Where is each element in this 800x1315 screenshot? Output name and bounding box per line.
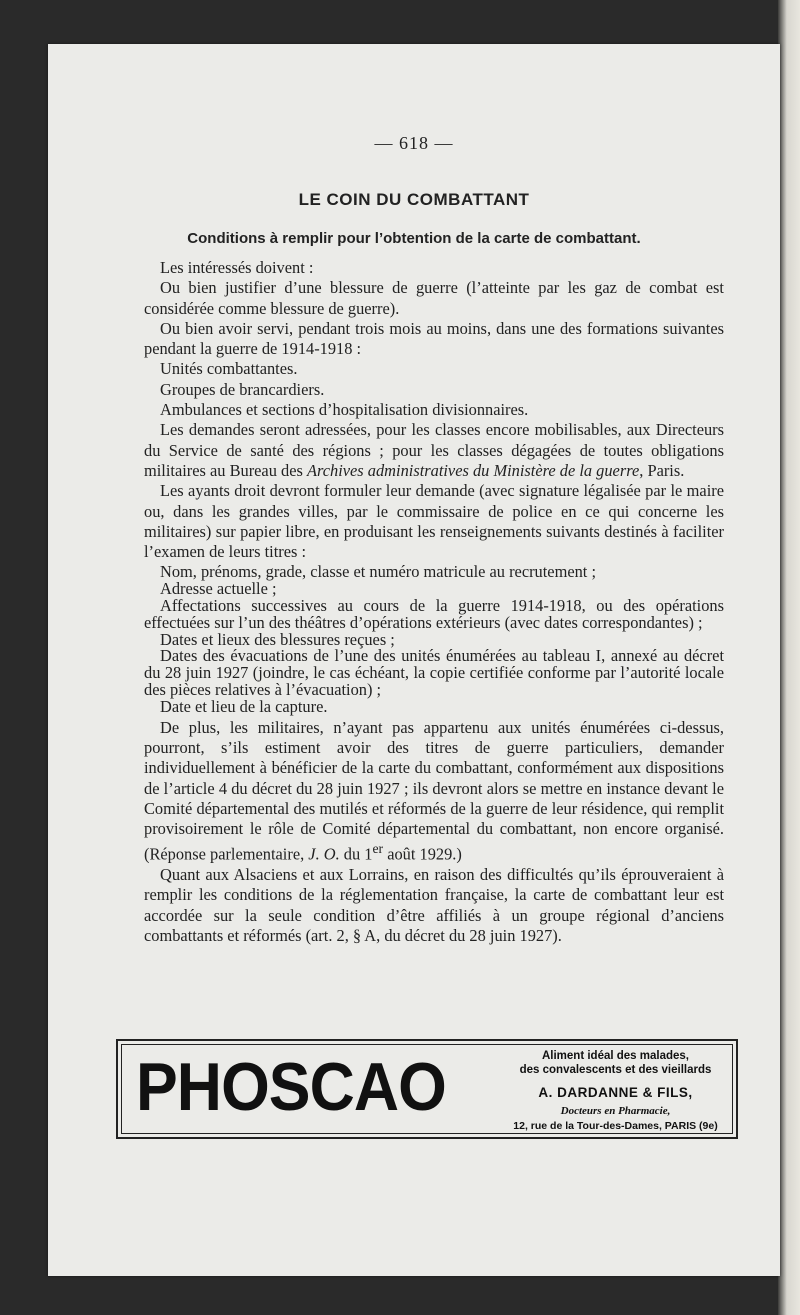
list-item: Date et lieu de la capture. (160, 696, 328, 716)
paragraph-de-plus (144, 718, 724, 866)
list-item: Dates et lieux des blessures reçues ; (160, 629, 395, 649)
ad-tagline: Aliment idéal des malades, (541, 1050, 689, 1062)
text-span: , Paris. (639, 460, 685, 480)
ad-tagline-2: des convalescents et des vieillards (519, 1064, 712, 1076)
list-item: Unités combattantes. (160, 359, 298, 379)
list-item: Affectations successives au cours de la guerre 1914-1918, ou des opérations effectuées sur l’un des théâtres d’opérations extérieurs (avec dates correspondantes) ; (144, 596, 724, 632)
document-page (48, 44, 780, 1276)
article-body (144, 258, 724, 946)
advertisement (116, 1039, 738, 1139)
list-item: Adresse actuelle ; (160, 579, 277, 599)
list-item: Nom, prénoms, grade, classe et numéro matricule au recrutement ; (160, 562, 597, 582)
ad-company: A. DARDANNE & FILS, (538, 1085, 693, 1100)
text-span: août 1929.) (383, 844, 462, 864)
text-span: De plus, les militaires, n’ayant pas appartenu aux unités énumérées ci-dessus, pourront, s’ils estiment avoir des titres de guerre particuliers, demander individuellement à bénéficier de la carte du combattant, conformément aux dispositions de l’article 4 du décret du 28 juin 1927 ; ils devront alors se mettre en instance devant le Comité départemental des mutilés et réformés de la guerre de leur résidence, qui remplit provisoirement le rôle de Comité départemental du combattant, non encore organisé. (Réponse parlementaire, (144, 717, 724, 864)
paragraph: Les intéressés doivent : (160, 258, 314, 277)
list-item: Ambulances et sections d’hospitalisation divisionnaires. (160, 400, 529, 420)
ad-brand-logo: PHOSCAO (136, 1049, 446, 1125)
superscript: er (372, 841, 384, 857)
text-span: Les demandes seront adressées, pour les classes encore mobilisables, aux Directeurs du Service de santé des régions ; pour les classes dégagées de toutes obligations militaires au Bureau des (144, 420, 724, 480)
paragraph-directeurs (144, 420, 724, 481)
article-title: LE COIN DU COMBATTANT (298, 190, 530, 209)
paragraph: Les ayants droit devront formuler leur demande (avec signature légalisée par le maire ou, dans les grandes villes, par le commissaire de police en ce qui concerne les militaires) sur papier libre, en produisant les renseignements suivants destinés à faciliter l’examen de leurs titres : (144, 481, 724, 562)
article-subtitle: Conditions à remplir pour l’obtention de la carte de combattant. (187, 230, 641, 247)
ad-details (503, 1049, 728, 1134)
paragraph: Ou bien justifier d’une blessure de guerre (l’atteinte par les gaz de combat est considérée comme blessure de guerre). (144, 278, 724, 318)
text-span: du 1 (339, 844, 373, 864)
adjacent-page-edge (778, 0, 800, 1315)
list-item: Dates des évacuations de l’une des unités énumérées au tableau I, annexé au décret du 28 juin 1927 (joindre, le cas échéant, la copie certifiée conforme par l’autorité locale des pièces relatives à l’évacuation) ; (144, 646, 724, 700)
paragraph: Quant aux Alsaciens et aux Lorrains, en raison des difficultés qu’ils éprouveraient à remplir les conditions de la réglementation française, la carte de combattant leur est accordée sur la seule condition d’être affiliés à un groupe régional d’anciens combattants et réformés (art. 2, § A, du décret du 28 juin 1927). (144, 865, 724, 946)
ad-profession: Docteurs en Pharmacie, (560, 1105, 671, 1117)
italic-span: J. O. (308, 844, 340, 864)
page-number: — 618 — (374, 133, 454, 153)
list-item: Groupes de brancardiers. (160, 379, 325, 399)
paragraph: Ou bien avoir servi, pendant trois mois au moins, dans une des formations suivantes pendant la guerre de 1914-1918 : (144, 318, 724, 359)
italic-span: Archives administratives du Ministère de la guerre (306, 460, 640, 480)
ad-address: 12, rue de la Tour-des-Dames, PARIS (9e) (513, 1120, 718, 1132)
